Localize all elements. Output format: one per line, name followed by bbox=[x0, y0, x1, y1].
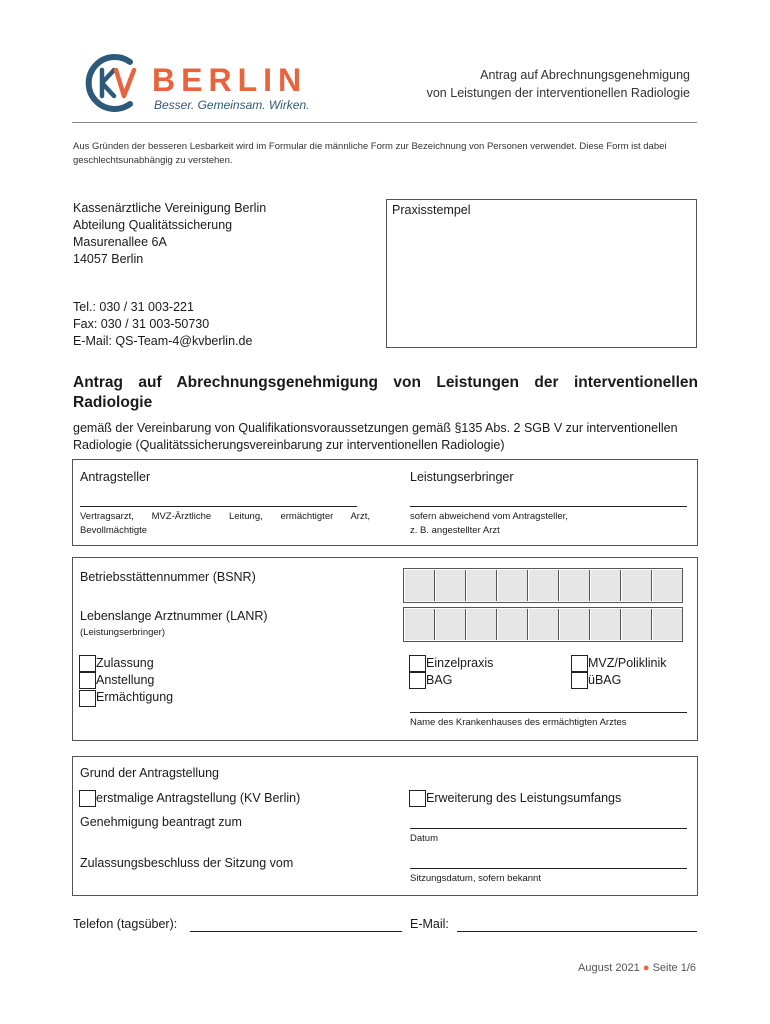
address-block bbox=[73, 200, 373, 350]
applicant-label: Antragsteller bbox=[80, 470, 151, 484]
anstellung-label: Anstellung bbox=[96, 673, 155, 688]
practice-type-checkboxes-2 bbox=[571, 655, 667, 689]
extension-label: Erweiterung des Leistungsumfangs bbox=[426, 791, 622, 805]
hospital-field[interactable] bbox=[410, 712, 687, 713]
header-title-line1: Antrag auf Abrechnungsgenehmigung bbox=[480, 68, 690, 82]
reason-title: Grund der Antragstellung bbox=[80, 766, 219, 780]
practice-section bbox=[72, 557, 698, 741]
address-line4: 14057 Berlin bbox=[73, 252, 144, 266]
address-email: E-Mail: QS-Team-4@kvberlin.de bbox=[73, 334, 253, 348]
first-application-checkbox[interactable] bbox=[79, 790, 96, 807]
phone-label: Telefon (tagsüber): bbox=[73, 917, 178, 931]
disclaimer: Aus Gründen der besseren Lesbarkeit wird im Formular die männliche Form zur Bezeichnung von Personen verwendet. Diese Form ist dabei geschlechtsunabhängig zu verstehen. bbox=[73, 141, 667, 166]
email-label: E-Mail: bbox=[410, 917, 449, 931]
mvz-label: MVZ/Poliklinik bbox=[588, 656, 667, 670]
lanr-hint: (Leistungserbringer) bbox=[80, 627, 166, 638]
bsnr-input[interactable] bbox=[403, 568, 683, 603]
footer-date: August 2021 bbox=[578, 962, 640, 974]
einzelpraxis-option[interactable] bbox=[409, 655, 493, 672]
einzelpraxis-checkbox[interactable] bbox=[409, 655, 426, 672]
uebag-label: üBAG bbox=[588, 673, 622, 688]
address-line3: Masurenallee 6A bbox=[73, 235, 167, 249]
session-date-field[interactable] bbox=[410, 868, 687, 869]
address-fax: Fax: 030 / 31 003-50730 bbox=[73, 317, 210, 331]
anstellung-option[interactable] bbox=[79, 672, 173, 689]
header-title bbox=[427, 66, 690, 102]
mvz-option[interactable] bbox=[571, 655, 667, 672]
ermaechtigung-checkbox[interactable] bbox=[79, 690, 96, 707]
approval-label: Genehmigung beantragt zum bbox=[80, 815, 242, 829]
bag-checkbox[interactable] bbox=[409, 672, 426, 689]
extension-option[interactable] bbox=[409, 790, 621, 807]
provider-field[interactable] bbox=[410, 506, 687, 507]
approval-date-field[interactable] bbox=[410, 828, 687, 829]
main-title-line1: Antrag auf Abrechnungsgenehmigung von Leistungen der interventionellen bbox=[73, 374, 698, 391]
subtitle-line2: Radiologie (Qualitätssicherungsvereinbarung zur interventionellen Radiologie) bbox=[73, 438, 505, 452]
anstellung-checkbox[interactable] bbox=[79, 672, 96, 689]
provider-hint bbox=[410, 510, 568, 538]
applicant-field[interactable] bbox=[80, 506, 357, 507]
date-hint: Datum bbox=[410, 833, 438, 844]
extension-checkbox[interactable] bbox=[409, 790, 426, 807]
lanr-input[interactable] bbox=[403, 607, 683, 642]
stamp-box[interactable] bbox=[386, 199, 697, 348]
ermaechtigung-option[interactable] bbox=[79, 689, 173, 706]
session-hint: Sitzungsdatum, sofern bekannt bbox=[410, 873, 541, 884]
kv-logo-mark bbox=[80, 52, 144, 114]
applicant-section bbox=[72, 459, 698, 546]
footer-page: Seite 1/6 bbox=[652, 962, 696, 974]
subtitle bbox=[73, 420, 698, 454]
hospital-hint: Name des Krankenhauses des ermächtigten Arztes bbox=[410, 717, 627, 728]
bag-option[interactable] bbox=[409, 672, 493, 689]
zulassung-label: Zulassung bbox=[96, 656, 154, 670]
ermaechtigung-label: Ermächtigung bbox=[96, 690, 174, 705]
provider-hint-line2: z. B. angestellter Arzt bbox=[410, 525, 500, 536]
mvz-checkbox[interactable] bbox=[571, 655, 588, 672]
address-line1: Kassenärztliche Vereinigung Berlin bbox=[73, 201, 267, 215]
zulassung-checkbox[interactable] bbox=[79, 655, 96, 672]
reason-section bbox=[72, 756, 698, 896]
header-title-line2: von Leistungen der interventionellen Radiologie bbox=[426, 86, 690, 100]
subtitle-line1: gemäß der Vereinbarung von Qualifikationsvoraussetzungen gemäß §135 Abs. 2 SGB V zur interventionellen bbox=[73, 421, 678, 435]
zulassung-option[interactable] bbox=[79, 655, 173, 672]
provider-hint-line1: sofern abweichend vom Antragsteller, bbox=[410, 511, 568, 522]
email-field[interactable] bbox=[457, 931, 697, 932]
uebag-option[interactable] bbox=[571, 672, 667, 689]
practice-type-checkboxes bbox=[409, 655, 493, 689]
applicant-hint: Vertragsarzt, MVZ-Ärztliche Leitung, ermächtigter Arzt, Bevollmächtigte bbox=[80, 511, 370, 536]
uebag-checkbox[interactable] bbox=[571, 672, 588, 689]
address-tel: Tel.: 030 / 31 003-221 bbox=[73, 300, 194, 314]
stamp-label: Praxisstempel bbox=[392, 203, 471, 217]
phone-field[interactable] bbox=[190, 931, 402, 932]
bsnr-label: Betriebsstättennummer (BSNR) bbox=[80, 570, 256, 584]
footer-dot-icon: ● bbox=[642, 962, 650, 974]
provider-label: Leistungserbringer bbox=[410, 470, 514, 484]
lanr-label: Lebenslange Arztnummer (LANR) bbox=[80, 609, 268, 623]
einzelpraxis-label: Einzelpraxis bbox=[426, 656, 494, 670]
session-label: Zulassungsbeschluss der Sitzung vom bbox=[80, 856, 294, 870]
logo-text: BERLIN bbox=[152, 62, 308, 98]
kv-logo bbox=[80, 52, 310, 114]
main-title-line2: Radiologie bbox=[73, 394, 153, 411]
first-application-label: erstmalige Antragstellung (KV Berlin) bbox=[96, 791, 301, 805]
address-line2: Abteilung Qualitätssicherung bbox=[73, 218, 233, 232]
status-checkboxes bbox=[79, 655, 173, 707]
header-divider bbox=[72, 122, 697, 123]
main-title bbox=[73, 373, 698, 413]
footer bbox=[578, 962, 696, 974]
logo-tagline: Besser. Gemeinsam. Wirken. bbox=[154, 98, 310, 112]
bag-label: BAG bbox=[426, 673, 453, 688]
first-application-option[interactable] bbox=[79, 790, 300, 807]
